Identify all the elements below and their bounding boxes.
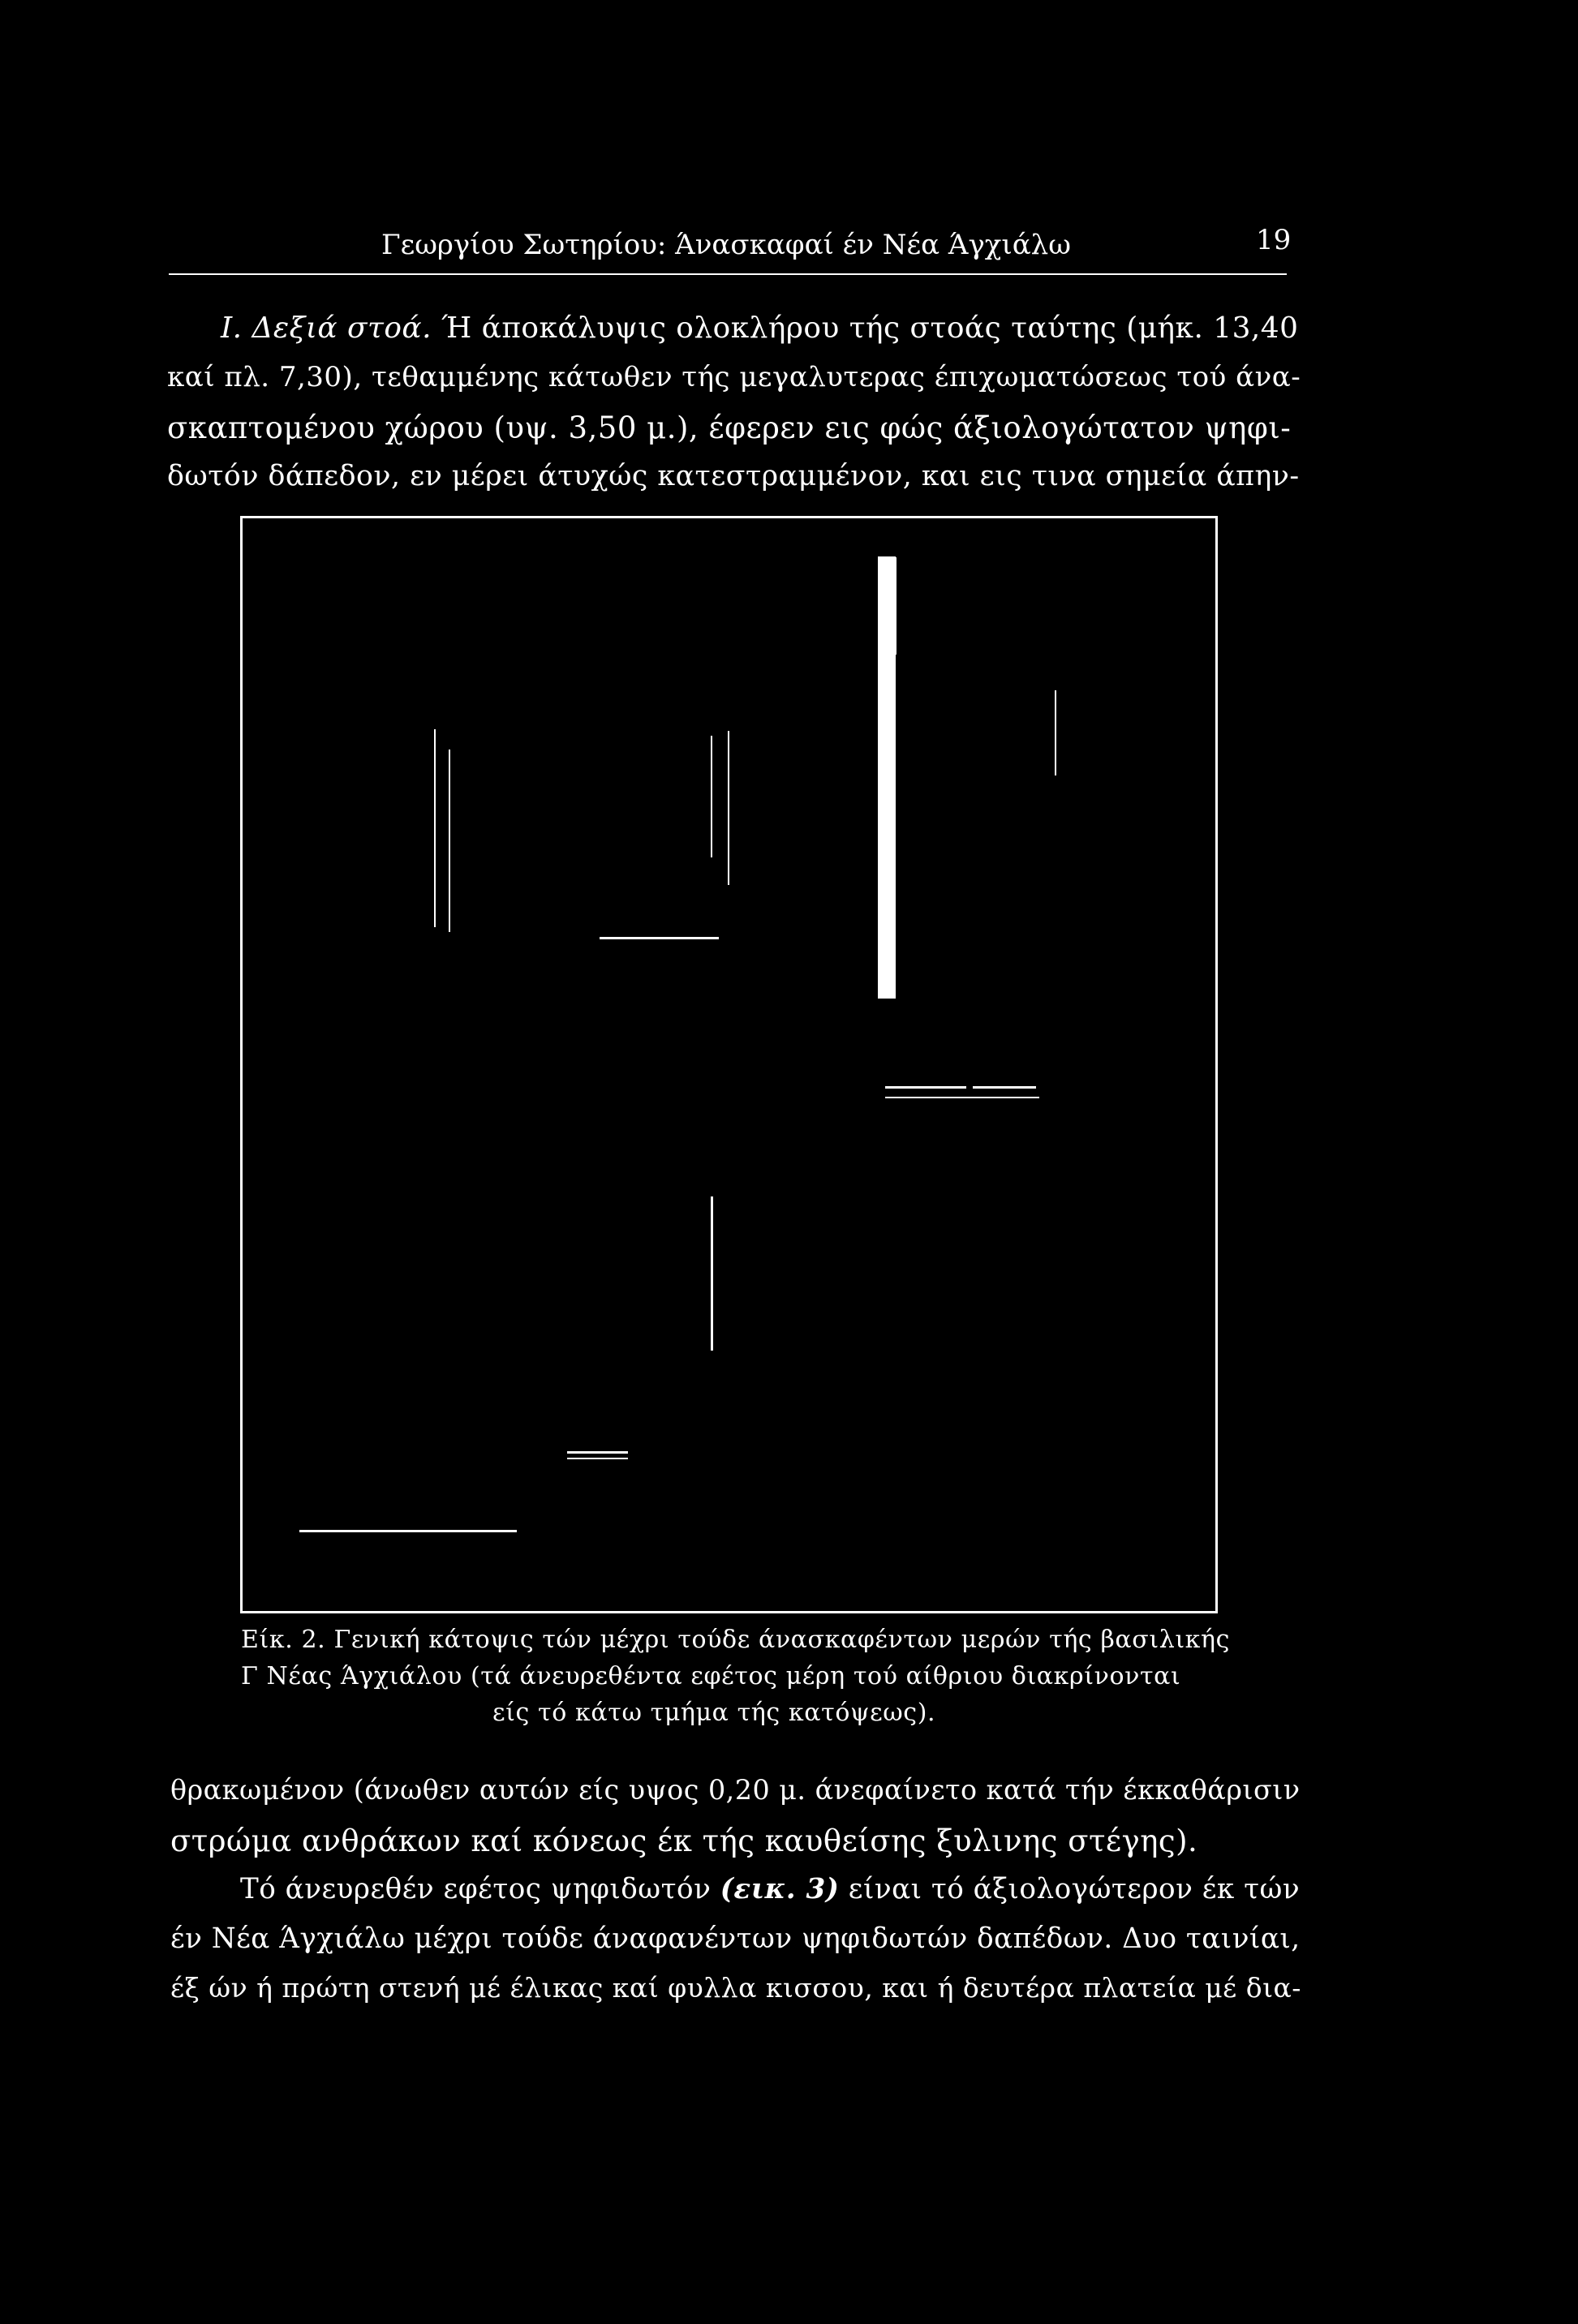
plan-wall-thick <box>878 556 896 999</box>
caption-line1: Είκ. 2. Γενική κάτοψις τών μέχρι τούδε άνασκαφέντων μερών τής βασιλικής <box>241 1626 1231 1654</box>
plan-wall-8 <box>973 1086 1036 1089</box>
paragraph2-line3-a: Τό άνευρεθέν εφέτος ψηφιδωτόν <box>240 1873 712 1905</box>
figure-reference: (εικ. 3) <box>720 1873 840 1905</box>
paragraph1-line1 <box>221 311 1298 345</box>
plan-wall-6 <box>600 937 719 939</box>
plan-wall-10 <box>711 1196 713 1351</box>
paragraph2-line3 <box>240 1873 1300 1905</box>
plan-wall-1 <box>434 729 436 927</box>
paragraph1-line1-text: Ή άποκάλυψις ολοκλήρου τής στοάς ταύτης (μήκ. 13,40 <box>441 311 1299 345</box>
plan-wall-3 <box>711 736 712 857</box>
figure-plan <box>240 516 1218 1613</box>
paragraph2-line3-c: είναι τό άξιολογώτερον έκ τών <box>848 1873 1301 1905</box>
paragraph1-line4: δωτόν δάπεδον, εν μέρει άτυχώς κατεστραμμένον, και εις τινα σημεία άπην- <box>167 460 1300 492</box>
plan-fragment-1 <box>567 1451 628 1454</box>
paragraph1-line2: καί πλ. 7,30), τεθαμμένης κάτωθεν τής μεγαλυτερας έπιχωματώσεως τού άνα- <box>167 361 1301 393</box>
plan-fragment-2 <box>567 1458 628 1459</box>
paragraph2-line5: έξ ών ή πρώτη στενή μέ έλικας καί φυλλα κισσου, και ή δευτέρα πλατεία μέ δια- <box>170 1972 1301 2004</box>
paragraph2-line4: έν Νέα Άγχιάλω μέχρι τούδε άναφανέντων ψηφιδωτών δαπέδων. Δυο ταινίαι, <box>170 1922 1301 1955</box>
plan-wall-7 <box>885 1086 966 1089</box>
caption-line3: είς τό κάτω τμήμα τής κατόψεως). <box>492 1699 936 1727</box>
plan-wall-11 <box>299 1530 517 1532</box>
plan-wall-4 <box>728 731 729 885</box>
section-heading: Ι. Δεξιά στοά. <box>221 311 432 345</box>
paragraph2-line2: στρώμα ανθράκων καί κόνεως έκ τής καυθείσης ξυλινης στέγης). <box>170 1824 1198 1858</box>
plan-wall-2 <box>449 750 450 932</box>
plan-wall-9 <box>885 1097 1039 1098</box>
caption-line2: Γ Νέας Άγχιάλου (τά άνευρεθέντα εφέτος μέρη τού αίθριου διακρίνονται <box>241 1662 1181 1690</box>
plan-wall-5 <box>1055 690 1056 775</box>
header-rule <box>169 273 1287 275</box>
plan-drawing <box>243 518 1220 1616</box>
paragraph2-line1: θρακωμένον (άνωθεν αυτών είς υψος 0,20 μ. άνεφαίνετο κατά τήν έκκαθάρισιν <box>170 1774 1301 1806</box>
page-number: 19 <box>1256 224 1292 256</box>
paragraph1-line3: σκαπτομένου χώρου (υψ. 3,50 μ.), έφερεν εις φώς άξιολογώτατον ψηφι- <box>167 410 1292 445</box>
running-title: Γεωργίου Σωτηρίου: Άνασκαφαί έν Νέα Άγχιάλω <box>381 229 1071 261</box>
plan-wall-edge <box>894 557 896 655</box>
